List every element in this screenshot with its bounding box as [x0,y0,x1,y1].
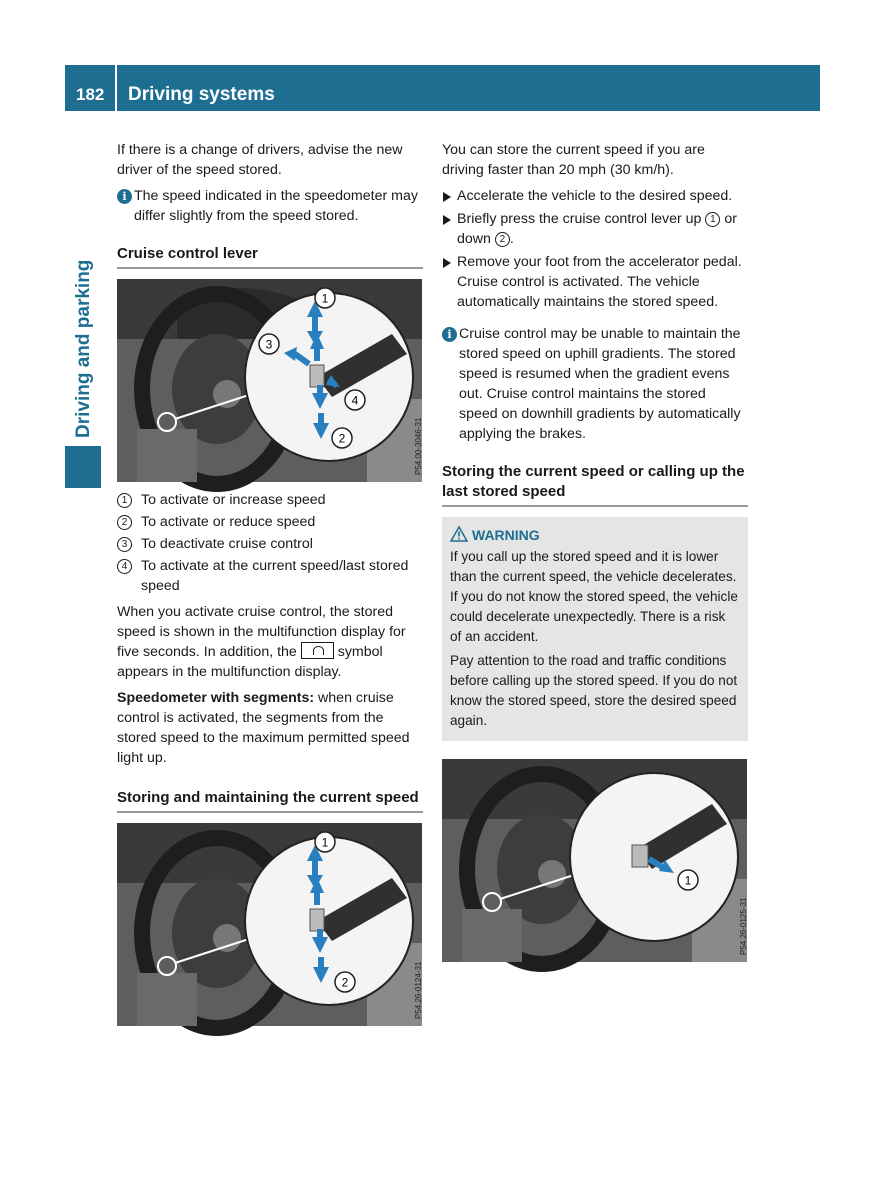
activation-text-end: symbol appears in the multifunction display. [117,644,383,680]
step-text: Accelerate the vehicle to the desired speed. [457,188,733,204]
activation-text-start: When you activate cruise control, the stored speed is shown in the multifunction display for five seconds. In addition, the [117,604,406,660]
step-item [442,252,748,312]
info-note-speedometer [117,186,423,226]
section-tab-label: Driving and parking [73,259,94,438]
warning-text: If you call up the stored speed and it is lower than the current speed, the vehicle decelerates. If you do not know the stored speed, the vehicle could decelerate unexpectedly. There is a risk of an accident. [450,549,738,644]
warning-triangle-icon [450,526,468,542]
legend-number: 1 [117,493,132,508]
warning-advice: Pay attention to the road and traffic conditions before calling up the stored speed. If you do not know the stored speed, store the desired speed again. [450,653,738,728]
warning-box [442,517,748,741]
warning-title: WARNING [472,527,540,543]
page-title: Driving systems [128,84,275,105]
callout-1-label: 1 [321,835,329,850]
step-text: . [509,231,514,247]
cruise-control-symbol-icon [301,642,334,659]
call-up-illustration [442,759,747,962]
step-text: or down [457,211,737,247]
segments-label: Speedometer with segments: [117,690,315,706]
legend-item [117,556,423,596]
figure-code: P54.26-0125-31 [739,897,748,955]
callout-1-label: 1 [321,291,329,306]
legend-number: 4 [117,559,132,574]
ref-number: 2 [495,232,510,247]
bullet-arrow-icon [443,258,451,268]
legend-item [117,534,423,554]
store-speed-intro: You can store the current speed if you are driving faster than 20 mph (30 km/h). [442,142,705,178]
legend-number: 2 [117,515,132,530]
figure-code: P54.26-0124-31 [414,961,423,1019]
legend-text: To activate or reduce speed [141,514,316,530]
page-number: 182 [76,85,105,104]
left-column [117,140,423,1026]
lever-illustration [117,279,422,482]
section-tab-marker [65,446,101,488]
driver-change-text: If there is a change of drivers, advise the new driver of the speed stored. [117,142,403,178]
bullet-arrow-icon [443,192,451,202]
legend-item [117,490,423,510]
figure-call-up-speed [442,759,747,962]
callout-4-label: 4 [351,393,359,408]
store-speed-illustration [117,823,422,1026]
legend-text: To activate or increase speed [141,492,326,508]
legend-item [117,512,423,532]
step-item [442,186,748,206]
legend-text: To deactivate cruise control [141,536,313,552]
section-side-tab [65,120,101,448]
cruise-control-lever-heading: Cruise control lever [117,244,423,269]
figure-store-speed [117,823,422,1026]
bullet-arrow-icon [443,215,451,225]
callout-3-label: 3 [265,337,273,352]
legend-number: 3 [117,537,132,552]
legend-text: To activate at the current speed/last stored speed [141,558,409,594]
figure-cruise-control-lever [117,279,422,482]
warning-header [450,525,740,545]
call-up-heading: Storing the current speed or calling up the last stored speed [442,462,748,507]
storing-heading: Storing and maintaining the current speed [117,788,423,813]
info-note-text: The speed indicated in the speedometer may differ slightly from the speed stored. [134,188,418,224]
right-column [442,140,748,962]
segments-description: when cruise control is activated, the segments from the stored speed to the maximum permitted speed light up. [117,690,410,766]
step-result-text: Cruise control is activated. The vehicle automatically maintains the stored speed. [457,274,719,310]
page-header [65,65,820,111]
info-icon: i [117,189,132,204]
ref-number: 1 [705,212,720,227]
callout-2-label: 2 [341,975,349,990]
figure-code: P54.00-3046-31 [414,417,423,475]
info-icon: i [442,327,457,342]
lever-legend [117,490,423,596]
header-divider [115,65,117,111]
step-text: Remove your foot from the accelerator pedal. [457,254,742,270]
callout-1-label: 1 [684,873,692,888]
info-note-gradients [442,324,748,444]
info-note-text: Cruise control may be unable to maintain the stored speed on uphill gradients. The stored speed is resumed when the gradient evens out. Cruise control maintains the stored speed on downhill gradients by automatically applying the brakes. [459,326,741,442]
callout-2-label: 2 [338,431,346,446]
step-item [442,209,748,249]
step-text: Briefly press the cruise control lever up [457,211,702,227]
segments-text [117,688,423,768]
activation-text [117,602,423,682]
